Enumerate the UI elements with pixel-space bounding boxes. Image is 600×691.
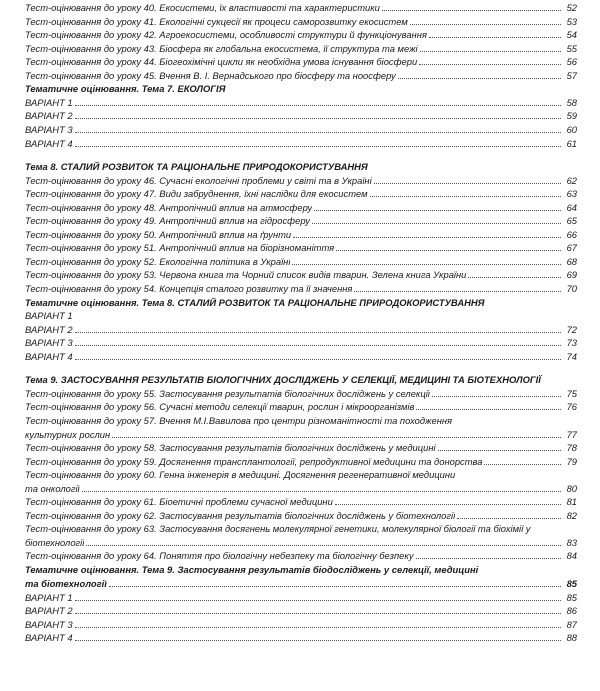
toc-topic-8-heading[interactable] xyxy=(25,161,577,172)
toc-entry-lesson-51[interactable] xyxy=(25,242,577,253)
dot-leader xyxy=(314,210,561,211)
toc-entry-title: ВАРІАНТ 4 xyxy=(25,138,73,149)
toc-thematic-assessment-8[interactable] xyxy=(25,297,577,308)
toc-page-number: 73 xyxy=(566,337,577,348)
toc-page-number: 59 xyxy=(566,110,577,121)
toc-entry-title: ВАРІАНТ 2 xyxy=(25,110,73,121)
toc-page-number: 88 xyxy=(566,632,577,643)
toc-entry-lesson-60-cont[interactable] xyxy=(25,483,577,494)
toc-entry-lesson-49[interactable] xyxy=(25,215,577,226)
toc-entry-lesson-50[interactable] xyxy=(25,229,577,240)
toc-page-number: 68 xyxy=(566,256,577,267)
toc-entry-title: ВАРІАНТ 1 xyxy=(25,97,73,108)
toc-page-number: 75 xyxy=(566,388,577,399)
toc-variant-9-4[interactable] xyxy=(25,632,577,643)
dot-leader xyxy=(432,396,561,397)
toc-entry-title: Тест-оцінювання до уроку 52. Екологічна політика в Україні xyxy=(25,256,291,267)
toc-entry-title: Тест-оцінювання до уроку 60. Генна інженерія в медицині. Досягнення регенеративної медицини xyxy=(25,469,456,480)
toc-page-number: 72 xyxy=(566,324,577,335)
dot-leader xyxy=(75,105,561,106)
toc-variant-7-4[interactable] xyxy=(25,138,577,149)
toc-entry-lesson-52[interactable] xyxy=(25,256,577,267)
toc-variant-7-2[interactable] xyxy=(25,110,577,121)
dot-leader xyxy=(75,345,561,346)
toc-page-number: 79 xyxy=(566,456,577,467)
toc-entry-title: Тест-оцінювання до уроку 53. Червона книга та Чорний список видів тварин. Зелена книга України xyxy=(25,269,467,280)
toc-variant-9-3[interactable] xyxy=(25,619,577,630)
toc-entry-lesson-55[interactable] xyxy=(25,388,577,399)
toc-page-number: 61 xyxy=(566,138,577,149)
toc-entry-lesson-40[interactable] xyxy=(25,2,577,13)
toc-variant-7-3[interactable] xyxy=(25,124,577,135)
toc-entry-lesson-48[interactable] xyxy=(25,202,577,213)
toc-page-number: 84 xyxy=(566,550,577,561)
toc-entry-lesson-57-cont[interactable] xyxy=(25,429,577,440)
dot-leader xyxy=(457,518,561,519)
toc-page-number: 74 xyxy=(566,351,577,362)
toc-page-number: 78 xyxy=(566,442,577,453)
toc-entry-title: ВАРІАНТ 3 xyxy=(25,124,73,135)
toc-page-number: 83 xyxy=(566,537,577,548)
toc-entry-title: ВАРІАНТ 2 xyxy=(25,605,73,616)
dot-leader xyxy=(292,264,561,265)
dot-leader xyxy=(312,223,561,224)
toc-page-number: 60 xyxy=(566,124,577,135)
toc-entry-lesson-57[interactable] xyxy=(25,415,577,426)
toc-page-number: 85 xyxy=(566,578,577,589)
toc-thematic-assessment-7[interactable] xyxy=(25,83,577,94)
toc-entry-lesson-45[interactable] xyxy=(25,70,577,81)
toc-page-number: 86 xyxy=(566,605,577,616)
toc-page-number: 55 xyxy=(566,43,577,54)
toc-page-number: 82 xyxy=(566,510,577,521)
toc-entry-title: Тест-оцінювання до уроку 43. Біосфера як глобальна екосистема, її структура та межі xyxy=(25,43,418,54)
toc-entry-title: ВАРІАНТ 1 xyxy=(25,592,73,603)
toc-page-number: 87 xyxy=(566,619,577,630)
toc-entry-title: Тест-оцінювання до уроку 62. Застосування результатів біологічних досліджень у біотехнології xyxy=(25,510,456,521)
dot-leader xyxy=(75,640,561,641)
toc-entry-lesson-53[interactable] xyxy=(25,269,577,280)
toc-entry-title: ВАРІАНТ 2 xyxy=(25,324,73,335)
toc-page-number: 54 xyxy=(566,29,577,40)
toc-page-number: 63 xyxy=(566,188,577,199)
dot-leader xyxy=(336,250,561,251)
dot-leader xyxy=(410,24,561,25)
dot-leader xyxy=(75,600,561,601)
toc-entry-title: Тест-оцінювання до уроку 54. Концепція сталого розвитку та її значення xyxy=(25,283,353,294)
dot-leader xyxy=(416,409,561,410)
toc-entry-title: Тест-оцінювання до уроку 41. Екологічні сукцесії як процеси саморозвитку екосистем xyxy=(25,16,408,27)
toc-page-number: 85 xyxy=(566,592,577,603)
toc-entry-title: ВАРІАНТ 4 xyxy=(25,632,73,643)
dot-leader xyxy=(75,132,561,133)
toc-entry-lesson-47[interactable] xyxy=(25,188,577,199)
dot-leader xyxy=(420,51,561,52)
dot-leader xyxy=(419,64,561,65)
toc-thematic-assessment-9-cont[interactable] xyxy=(25,578,577,589)
toc-thematic-assessment-9[interactable] xyxy=(25,564,577,575)
toc-entry-lesson-62[interactable] xyxy=(25,510,577,521)
toc-page-number: 69 xyxy=(566,269,577,280)
dot-leader xyxy=(468,277,561,278)
toc-variant-9-2[interactable] xyxy=(25,605,577,616)
toc-entry-title: Тест-оцінювання до уроку 51. Антропічний вплив на біорізноманіття xyxy=(25,242,335,253)
dot-leader xyxy=(354,291,561,292)
dot-leader xyxy=(86,545,561,546)
toc-entry-title: Тест-оцінювання до уроку 59. Досягнення трансплантології, репродуктивної медицини та донорства xyxy=(25,456,483,467)
toc-variant-8-1[interactable] xyxy=(25,310,577,321)
toc-entry-title: Тест-оцінювання до уроку 50. Антропічний вплив на ґрунти xyxy=(25,229,292,240)
toc-entry-title-cont: біотехнології xyxy=(25,537,85,548)
toc-page-number: 70 xyxy=(566,283,577,294)
toc-entry-lesson-59[interactable] xyxy=(25,456,577,467)
toc-entry-title: Тест-оцінювання до уроку 64. Поняття про біологічну небезпеку та біологічну безпеку xyxy=(25,550,414,561)
toc-entry-lesson-58[interactable] xyxy=(25,442,577,453)
dot-leader xyxy=(416,558,561,559)
toc-entry-title: Тест-оцінювання до уроку 49. Антропічний вплив на гідросферу xyxy=(25,215,310,226)
toc-entry-lesson-61[interactable] xyxy=(25,496,577,507)
toc-page-number: 57 xyxy=(566,70,577,81)
toc-entry-title: Тест-оцінювання до уроку 47. Види забруднення, їхні наслідки для екосистем xyxy=(25,188,368,199)
toc-variant-8-3[interactable] xyxy=(25,337,577,348)
toc-topic-9-heading[interactable] xyxy=(25,374,577,385)
dot-leader xyxy=(75,146,561,147)
toc-entry-lesson-44[interactable] xyxy=(25,56,577,67)
toc-entry-lesson-46[interactable] xyxy=(25,175,577,186)
toc-entry-lesson-63-cont[interactable] xyxy=(25,537,577,548)
dot-leader xyxy=(374,183,561,184)
dot-leader xyxy=(75,118,561,119)
toc-variant-7-1[interactable] xyxy=(25,97,577,108)
toc-entry-title: Тест-оцінювання до уроку 48. Антропічний вплив на атмосферу xyxy=(25,202,313,213)
toc-entry-lesson-63[interactable] xyxy=(25,523,577,534)
toc-heading-title: Тема 8. СТАЛИЙ РОЗВИТОК ТА РАЦІОНАЛЬНЕ ПРИРОДОКОРИСТУВАННЯ xyxy=(25,161,368,172)
dot-leader xyxy=(112,437,561,438)
toc-heading-title: Тематичне оцінювання. Тема 9. Застосування результатів біодосліджень у селекції, медицині xyxy=(25,564,479,575)
dot-leader xyxy=(109,586,561,587)
toc-heading-title: Тема 9. ЗАСТОСУВАННЯ РЕЗУЛЬТАТІВ БІОЛОГІЧНИХ ДОСЛІДЖЕНЬ У СЕЛЕКЦІЇ, МЕДИЦИНІ ТА БІОТЕХНОЛОГІЇ xyxy=(25,374,541,385)
toc-entry-title: Тест-оцінювання до уроку 55. Застосування результатів біологічних досліджень у селекції xyxy=(25,388,430,399)
toc-entry-lesson-56[interactable] xyxy=(25,401,577,412)
toc-entry-title-cont: культурних рослин xyxy=(25,429,111,440)
toc-page-number: 76 xyxy=(566,401,577,412)
dot-leader xyxy=(370,196,561,197)
dot-leader xyxy=(75,627,561,628)
dot-leader xyxy=(429,37,561,38)
toc-entry-title: Тест-оцінювання до уроку 61. Біоетичні проблеми сучасної медицини xyxy=(25,496,333,507)
toc-entry-lesson-60[interactable] xyxy=(25,469,577,480)
toc-entry-title: Тест-оцінювання до уроку 56. Сучасні методи селекції тварин, рослин і мікроорганізмів xyxy=(25,401,415,412)
toc-entry-lesson-54[interactable] xyxy=(25,283,577,294)
toc-page-number: 64 xyxy=(566,202,577,213)
toc-page-number: 56 xyxy=(566,56,577,67)
dot-leader xyxy=(382,10,561,11)
dot-leader xyxy=(484,464,561,465)
toc-page-number: 53 xyxy=(566,16,577,27)
toc-page-number: 62 xyxy=(566,175,577,186)
toc-entry-lesson-42[interactable] xyxy=(25,29,577,40)
toc-variant-8-4[interactable] xyxy=(25,351,577,362)
toc-page-number: 80 xyxy=(566,483,577,494)
toc-entry-title: ВАРІАНТ 4 xyxy=(25,351,73,362)
toc-entry-title-cont: та онкології xyxy=(25,483,80,494)
toc-entry-lesson-43[interactable] xyxy=(25,43,577,54)
toc-page-number: 58 xyxy=(566,97,577,108)
toc-page-number: 65 xyxy=(566,215,577,226)
dot-leader xyxy=(438,450,561,451)
dot-leader xyxy=(82,491,561,492)
dot-leader xyxy=(75,332,561,333)
toc-entry-title: Тест-оцінювання до уроку 46. Сучасні екологічні проблеми у світі та в Україні xyxy=(25,175,372,186)
toc-entry-title: ВАРІАНТ 3 xyxy=(25,619,73,630)
toc-heading-title: Тематичне оцінювання. Тема 8. СТАЛИЙ РОЗВИТОК ТА РАЦІОНАЛЬНЕ ПРИРОДОКОРИСТУВАННЯ xyxy=(25,297,485,308)
toc-heading-title: Тематичне оцінювання. Тема 7. ЕКОЛОГІЯ xyxy=(25,83,226,94)
toc-entry-title: Тест-оцінювання до уроку 57. Вчення М.І.Вавилова про центри різноманітності та походження xyxy=(25,415,453,426)
toc-entry-title: Тест-оцінювання до уроку 40. Екосистеми, їх властивості та характеристики xyxy=(25,2,380,13)
toc-entry-title: Тест-оцінювання до уроку 58. Застосування результатів біологічних досліджень у медицині xyxy=(25,442,436,453)
toc-heading-title: та біотехнології xyxy=(25,578,107,589)
dot-leader xyxy=(75,613,561,614)
toc-entry-title: Тест-оцінювання до уроку 63. Застосування досягнень молекулярної генетики, молекулярної біології та біохімії у xyxy=(25,523,531,534)
toc-variant-9-1[interactable] xyxy=(25,592,577,603)
toc-entry-title: Тест-оцінювання до уроку 44. Біогеохімічні цикли як необхідна умова існування біосфери xyxy=(25,56,418,67)
toc-page-number: 81 xyxy=(566,496,577,507)
toc-entry-title: ВАРІАНТ 3 xyxy=(25,337,73,348)
toc-variant-8-2[interactable] xyxy=(25,324,577,335)
dot-leader xyxy=(293,237,561,238)
dot-leader xyxy=(335,504,561,505)
toc-entry-title: ВАРІАНТ 1 xyxy=(25,310,73,321)
toc-entry-title: Тест-оцінювання до уроку 45. Вчення В. І. Вернадського про біосферу та ноосферу xyxy=(25,70,396,81)
toc-page-number: 52 xyxy=(566,2,577,13)
toc-page-number: 66 xyxy=(566,229,577,240)
toc-page-number: 77 xyxy=(566,429,577,440)
toc-entry-lesson-41[interactable] xyxy=(25,16,577,27)
dot-leader xyxy=(398,78,561,79)
toc-entry-lesson-64[interactable] xyxy=(25,550,577,561)
dot-leader xyxy=(75,359,561,360)
toc-page-number: 67 xyxy=(566,242,577,253)
toc-entry-title: Тест-оцінювання до уроку 42. Агроекосистеми, особливості структури й функціонування xyxy=(25,29,427,40)
